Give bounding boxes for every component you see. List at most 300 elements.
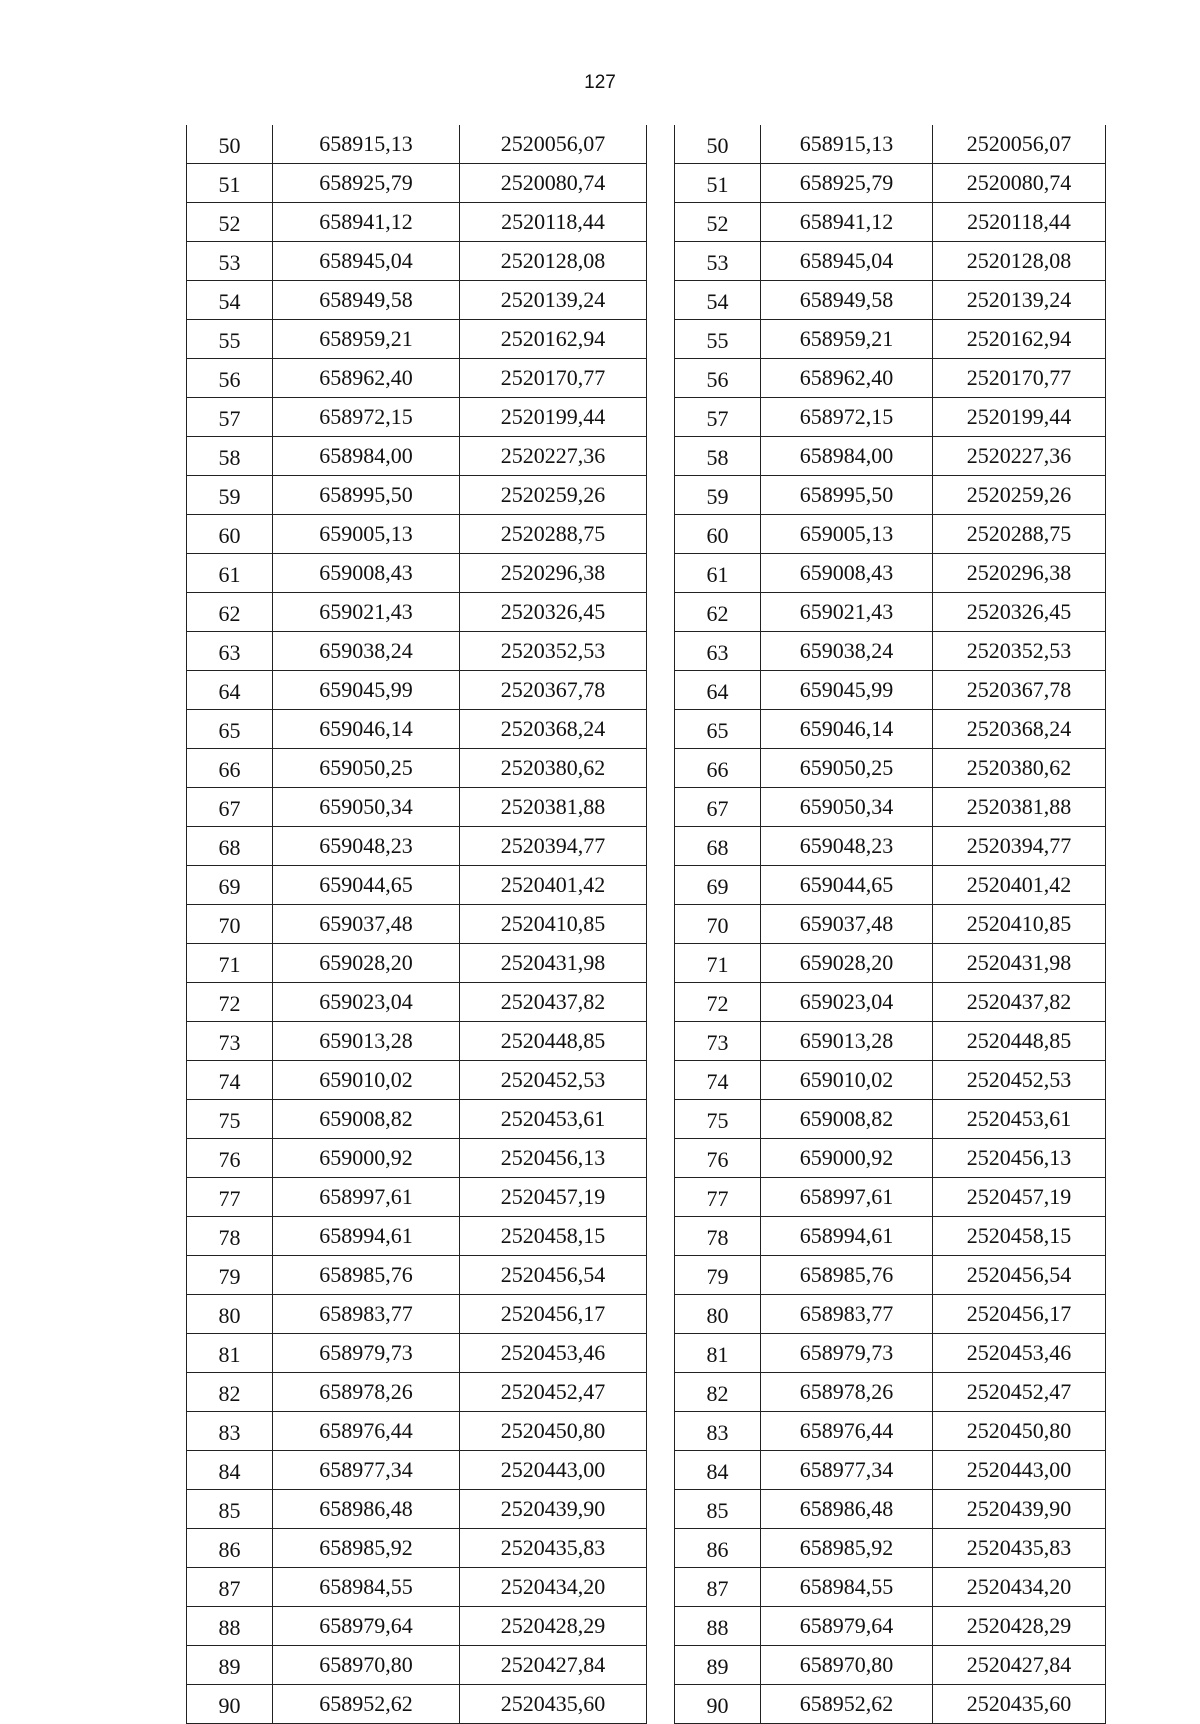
x-coordinate-cell: 659023,04 [273,983,460,1022]
x-coordinate-cell: 658959,21 [761,320,933,359]
point-number-cell: 86 [675,1529,761,1568]
y-coordinate-cell: 2520456,54 [460,1256,647,1295]
y-coordinate-cell: 2520170,77 [460,359,647,398]
y-coordinate-cell: 2520128,08 [933,242,1106,281]
x-coordinate-cell: 658979,64 [761,1607,933,1646]
x-coordinate-cell: 659050,34 [273,788,460,827]
point-number-cell: 64 [675,671,761,710]
y-coordinate-cell: 2520056,07 [933,125,1106,164]
point-number-cell: 78 [187,1217,273,1256]
table-row [187,320,647,359]
y-coordinate-cell: 2520368,24 [460,710,647,749]
table-row [187,1256,647,1295]
point-number-cell: 74 [675,1061,761,1100]
x-coordinate-cell: 658984,00 [273,437,460,476]
y-coordinate-cell: 2520368,24 [933,710,1106,749]
point-number-cell: 67 [187,788,273,827]
x-coordinate-cell: 658976,44 [761,1412,933,1451]
x-coordinate-cell: 658994,61 [273,1217,460,1256]
x-coordinate-cell: 658970,80 [761,1646,933,1685]
table-row [675,593,1106,632]
point-number-cell: 71 [187,944,273,983]
x-coordinate-cell: 658977,34 [273,1451,460,1490]
point-number-cell: 76 [187,1139,273,1178]
table-row [187,1451,647,1490]
point-number-cell: 55 [187,320,273,359]
y-coordinate-cell: 2520380,62 [460,749,647,788]
y-coordinate-cell: 2520401,42 [460,866,647,905]
point-number-cell: 88 [675,1607,761,1646]
point-number-cell: 77 [675,1178,761,1217]
point-number-cell: 56 [187,359,273,398]
x-coordinate-cell: 659010,02 [761,1061,933,1100]
y-coordinate-cell: 2520227,36 [460,437,647,476]
point-number-cell: 83 [187,1412,273,1451]
table-row [675,476,1106,515]
x-coordinate-cell: 659010,02 [273,1061,460,1100]
y-coordinate-cell: 2520326,45 [933,593,1106,632]
x-coordinate-cell: 658985,76 [761,1256,933,1295]
table-row [187,749,647,788]
point-number-cell: 56 [675,359,761,398]
table-row [187,1412,647,1451]
x-coordinate-cell: 659050,25 [761,749,933,788]
point-number-cell: 69 [675,866,761,905]
y-coordinate-cell: 2520394,77 [933,827,1106,866]
table-row [675,671,1106,710]
point-number-cell: 63 [675,632,761,671]
point-number-cell: 66 [187,749,273,788]
point-number-cell: 63 [187,632,273,671]
point-number-cell: 53 [675,242,761,281]
x-coordinate-cell: 659008,82 [273,1100,460,1139]
y-coordinate-cell: 2520427,84 [933,1646,1106,1685]
point-number-cell: 55 [675,320,761,359]
table-row [187,281,647,320]
x-coordinate-cell: 659021,43 [761,593,933,632]
y-coordinate-cell: 2520431,98 [933,944,1106,983]
table-row [187,1100,647,1139]
point-number-cell: 68 [187,827,273,866]
table-row [675,788,1106,827]
x-coordinate-cell: 659038,24 [761,632,933,671]
y-coordinate-cell: 2520080,74 [460,164,647,203]
point-number-cell: 57 [187,398,273,437]
table-row [187,905,647,944]
point-number-cell: 65 [187,710,273,749]
point-number-cell: 72 [187,983,273,1022]
y-coordinate-cell: 2520259,26 [933,476,1106,515]
x-coordinate-cell: 658976,44 [273,1412,460,1451]
table-row [675,1685,1106,1724]
table-row [187,437,647,476]
table-row [187,1061,647,1100]
x-coordinate-cell: 658997,61 [273,1178,460,1217]
point-number-cell: 84 [675,1451,761,1490]
y-coordinate-cell: 2520443,00 [460,1451,647,1490]
point-number-cell: 51 [675,164,761,203]
table-row [675,749,1106,788]
x-coordinate-cell: 658952,62 [273,1685,460,1724]
x-coordinate-cell: 659005,13 [761,515,933,554]
x-coordinate-cell: 659050,25 [273,749,460,788]
y-coordinate-cell: 2520199,44 [460,398,647,437]
y-coordinate-cell: 2520453,46 [460,1334,647,1373]
x-coordinate-cell: 658941,12 [761,203,933,242]
table-row [675,1490,1106,1529]
x-coordinate-cell: 659008,43 [273,554,460,593]
point-number-cell: 60 [675,515,761,554]
y-coordinate-cell: 2520352,53 [460,632,647,671]
point-number-cell: 72 [675,983,761,1022]
x-coordinate-cell: 658984,55 [273,1568,460,1607]
x-coordinate-cell: 658962,40 [761,359,933,398]
y-coordinate-cell: 2520435,83 [460,1529,647,1568]
x-coordinate-cell: 658984,00 [761,437,933,476]
x-coordinate-cell: 659050,34 [761,788,933,827]
point-number-cell: 59 [187,476,273,515]
table-row [675,1022,1106,1061]
point-number-cell: 69 [187,866,273,905]
y-coordinate-cell: 2520326,45 [460,593,647,632]
y-coordinate-cell: 2520453,61 [460,1100,647,1139]
table-row [187,1607,647,1646]
table-row [675,359,1106,398]
table-row [187,1646,647,1685]
point-number-cell: 75 [187,1100,273,1139]
y-coordinate-cell: 2520381,88 [460,788,647,827]
x-coordinate-cell: 658941,12 [273,203,460,242]
x-coordinate-cell: 659038,24 [273,632,460,671]
y-coordinate-cell: 2520448,85 [460,1022,647,1061]
y-coordinate-cell: 2520227,36 [933,437,1106,476]
y-coordinate-cell: 2520456,13 [933,1139,1106,1178]
x-coordinate-cell: 659023,04 [761,983,933,1022]
x-coordinate-cell: 658985,92 [273,1529,460,1568]
point-number-cell: 90 [187,1685,273,1724]
table-row [675,125,1106,164]
point-number-cell: 51 [187,164,273,203]
x-coordinate-cell: 659046,14 [761,710,933,749]
y-coordinate-cell: 2520401,42 [933,866,1106,905]
x-coordinate-cell: 659008,43 [761,554,933,593]
point-number-cell: 73 [187,1022,273,1061]
x-coordinate-cell: 658949,58 [761,281,933,320]
table-row [187,1295,647,1334]
y-coordinate-cell: 2520439,90 [933,1490,1106,1529]
table-row [675,866,1106,905]
table-row [187,1568,647,1607]
point-number-cell: 82 [675,1373,761,1412]
point-number-cell: 89 [187,1646,273,1685]
point-number-cell: 87 [187,1568,273,1607]
table-row [675,1568,1106,1607]
coordinates-table-body [187,125,647,1724]
point-number-cell: 68 [675,827,761,866]
y-coordinate-cell: 2520453,61 [933,1100,1106,1139]
table-row [187,671,647,710]
point-number-cell: 61 [675,554,761,593]
point-number-cell: 71 [675,944,761,983]
point-number-cell: 85 [187,1490,273,1529]
point-number-cell: 81 [675,1334,761,1373]
y-coordinate-cell: 2520428,29 [460,1607,647,1646]
x-coordinate-cell: 658979,64 [273,1607,460,1646]
table-row [675,1178,1106,1217]
table-row [675,164,1106,203]
x-coordinate-cell: 658994,61 [761,1217,933,1256]
point-number-cell: 84 [187,1451,273,1490]
x-coordinate-cell: 658978,26 [273,1373,460,1412]
table-row [675,1295,1106,1334]
point-number-cell: 73 [675,1022,761,1061]
y-coordinate-cell: 2520170,77 [933,359,1106,398]
x-coordinate-cell: 658915,13 [273,125,460,164]
y-coordinate-cell: 2520259,26 [460,476,647,515]
x-coordinate-cell: 658985,76 [273,1256,460,1295]
x-coordinate-cell: 658979,73 [273,1334,460,1373]
point-number-cell: 50 [187,125,273,164]
x-coordinate-cell: 658983,77 [761,1295,933,1334]
point-number-cell: 81 [187,1334,273,1373]
x-coordinate-cell: 659037,48 [273,905,460,944]
y-coordinate-cell: 2520452,53 [933,1061,1106,1100]
y-coordinate-cell: 2520428,29 [933,1607,1106,1646]
table-row [675,554,1106,593]
x-coordinate-cell: 658986,48 [761,1490,933,1529]
point-number-cell: 52 [675,203,761,242]
y-coordinate-cell: 2520431,98 [460,944,647,983]
point-number-cell: 65 [675,710,761,749]
x-coordinate-cell: 658983,77 [273,1295,460,1334]
table-row [675,242,1106,281]
point-number-cell: 61 [187,554,273,593]
x-coordinate-cell: 659028,20 [273,944,460,983]
x-coordinate-cell: 659000,92 [273,1139,460,1178]
table-row [187,593,647,632]
table-row [187,1373,647,1412]
x-coordinate-cell: 658945,04 [273,242,460,281]
y-coordinate-cell: 2520381,88 [933,788,1106,827]
page-number: 127 [584,72,616,93]
y-coordinate-cell: 2520439,90 [460,1490,647,1529]
y-coordinate-cell: 2520457,19 [933,1178,1106,1217]
x-coordinate-cell: 658970,80 [273,1646,460,1685]
table-row [187,1529,647,1568]
x-coordinate-cell: 659028,20 [761,944,933,983]
x-coordinate-cell: 658985,92 [761,1529,933,1568]
table-row [187,554,647,593]
table-row [675,437,1106,476]
point-number-cell: 80 [187,1295,273,1334]
y-coordinate-cell: 2520118,44 [460,203,647,242]
y-coordinate-cell: 2520448,85 [933,1022,1106,1061]
y-coordinate-cell: 2520435,60 [933,1685,1106,1724]
y-coordinate-cell: 2520456,13 [460,1139,647,1178]
table-row [187,515,647,554]
table-row [675,827,1106,866]
x-coordinate-cell: 658972,15 [761,398,933,437]
table-row [675,632,1106,671]
point-number-cell: 88 [187,1607,273,1646]
point-number-cell: 85 [675,1490,761,1529]
table-row [675,1451,1106,1490]
table-row [675,905,1106,944]
x-coordinate-cell: 659046,14 [273,710,460,749]
y-coordinate-cell: 2520056,07 [460,125,647,164]
x-coordinate-cell: 659013,28 [273,1022,460,1061]
point-number-cell: 58 [187,437,273,476]
y-coordinate-cell: 2520139,24 [460,281,647,320]
table-row [187,866,647,905]
x-coordinate-cell: 659008,82 [761,1100,933,1139]
x-coordinate-cell: 658978,26 [761,1373,933,1412]
point-number-cell: 50 [675,125,761,164]
coordinates-table-right [674,125,1106,1724]
table-row [675,1217,1106,1256]
point-number-cell: 52 [187,203,273,242]
table-row [187,203,647,242]
x-coordinate-cell: 658986,48 [273,1490,460,1529]
y-coordinate-cell: 2520450,80 [460,1412,647,1451]
y-coordinate-cell: 2520452,47 [460,1373,647,1412]
table-row [187,827,647,866]
y-coordinate-cell: 2520139,24 [933,281,1106,320]
y-coordinate-cell: 2520367,78 [933,671,1106,710]
table-row [675,1646,1106,1685]
point-number-cell: 74 [187,1061,273,1100]
table-row [187,125,647,164]
table-row [675,1334,1106,1373]
point-number-cell: 67 [675,788,761,827]
point-number-cell: 64 [187,671,273,710]
point-number-cell: 75 [675,1100,761,1139]
table-row [675,515,1106,554]
point-number-cell: 54 [187,281,273,320]
y-coordinate-cell: 2520380,62 [933,749,1106,788]
y-coordinate-cell: 2520118,44 [933,203,1106,242]
table-row [675,1412,1106,1451]
table-row [675,710,1106,749]
point-number-cell: 62 [187,593,273,632]
table-row [187,944,647,983]
x-coordinate-cell: 658997,61 [761,1178,933,1217]
x-coordinate-cell: 658952,62 [761,1685,933,1724]
point-number-cell: 79 [675,1256,761,1295]
table-row [187,164,647,203]
y-coordinate-cell: 2520452,47 [933,1373,1106,1412]
y-coordinate-cell: 2520456,17 [460,1295,647,1334]
x-coordinate-cell: 658949,58 [273,281,460,320]
point-number-cell: 79 [187,1256,273,1295]
table-row [187,788,647,827]
x-coordinate-cell: 658945,04 [761,242,933,281]
y-coordinate-cell: 2520437,82 [933,983,1106,1022]
y-coordinate-cell: 2520367,78 [460,671,647,710]
x-coordinate-cell: 659044,65 [761,866,933,905]
x-coordinate-cell: 658959,21 [273,320,460,359]
point-number-cell: 70 [187,905,273,944]
table-row [187,1178,647,1217]
y-coordinate-cell: 2520288,75 [460,515,647,554]
y-coordinate-cell: 2520080,74 [933,164,1106,203]
y-coordinate-cell: 2520296,38 [933,554,1106,593]
point-number-cell: 66 [675,749,761,788]
point-number-cell: 59 [675,476,761,515]
x-coordinate-cell: 658925,79 [761,164,933,203]
y-coordinate-cell: 2520434,20 [460,1568,647,1607]
coordinates-table-left [186,125,647,1724]
table-row [675,944,1106,983]
x-coordinate-cell: 659045,99 [273,671,460,710]
point-number-cell: 89 [675,1646,761,1685]
point-number-cell: 60 [187,515,273,554]
table-row [187,359,647,398]
x-coordinate-cell: 659000,92 [761,1139,933,1178]
y-coordinate-cell: 2520162,94 [460,320,647,359]
point-number-cell: 76 [675,1139,761,1178]
table-row [675,203,1106,242]
y-coordinate-cell: 2520456,17 [933,1295,1106,1334]
y-coordinate-cell: 2520394,77 [460,827,647,866]
table-row [187,1334,647,1373]
y-coordinate-cell: 2520128,08 [460,242,647,281]
x-coordinate-cell: 658979,73 [761,1334,933,1373]
x-coordinate-cell: 658984,55 [761,1568,933,1607]
x-coordinate-cell: 658962,40 [273,359,460,398]
x-coordinate-cell: 658925,79 [273,164,460,203]
table-row [187,632,647,671]
table-row [187,710,647,749]
point-number-cell: 53 [187,242,273,281]
y-coordinate-cell: 2520435,83 [933,1529,1106,1568]
x-coordinate-cell: 658995,50 [761,476,933,515]
table-row [187,242,647,281]
table-row [675,398,1106,437]
y-coordinate-cell: 2520296,38 [460,554,647,593]
y-coordinate-cell: 2520434,20 [933,1568,1106,1607]
y-coordinate-cell: 2520457,19 [460,1178,647,1217]
table-row [187,1490,647,1529]
y-coordinate-cell: 2520458,15 [933,1217,1106,1256]
point-number-cell: 57 [675,398,761,437]
point-number-cell: 70 [675,905,761,944]
point-number-cell: 83 [675,1412,761,1451]
x-coordinate-cell: 659005,13 [273,515,460,554]
table-row [187,1022,647,1061]
y-coordinate-cell: 2520435,60 [460,1685,647,1724]
table-row [187,983,647,1022]
y-coordinate-cell: 2520450,80 [933,1412,1106,1451]
table-row [675,1256,1106,1295]
y-coordinate-cell: 2520199,44 [933,398,1106,437]
y-coordinate-cell: 2520162,94 [933,320,1106,359]
x-coordinate-cell: 658915,13 [761,125,933,164]
table-row [675,1100,1106,1139]
table-row [675,1139,1106,1178]
coordinates-table-body [675,125,1106,1724]
y-coordinate-cell: 2520288,75 [933,515,1106,554]
x-coordinate-cell: 659048,23 [273,827,460,866]
table-row [187,476,647,515]
table-row [187,398,647,437]
table-row [675,1373,1106,1412]
y-coordinate-cell: 2520456,54 [933,1256,1106,1295]
x-coordinate-cell: 659044,65 [273,866,460,905]
point-number-cell: 78 [675,1217,761,1256]
y-coordinate-cell: 2520427,84 [460,1646,647,1685]
x-coordinate-cell: 658977,34 [761,1451,933,1490]
